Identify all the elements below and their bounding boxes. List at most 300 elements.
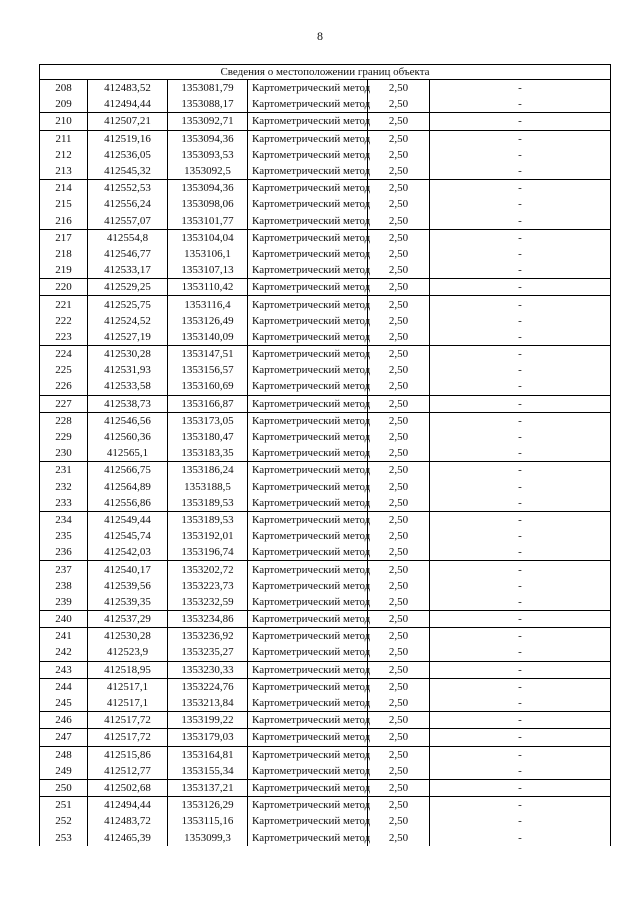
point-number-cell: 241: [40, 628, 88, 645]
y-coordinate-cell: 1353099,3: [168, 829, 248, 845]
table-row: [40, 729, 611, 746]
accuracy-cell: 2,50: [368, 479, 430, 495]
accuracy-cell: 2,50: [368, 678, 430, 695]
accuracy-cell: 2,50: [368, 661, 430, 678]
accuracy-cell: 2,50: [368, 196, 430, 212]
accuracy-cell: 2,50: [368, 395, 430, 412]
x-coordinate-cell: 412529,25: [88, 279, 168, 296]
point-number-cell: 231: [40, 462, 88, 479]
point-number-cell: 219: [40, 262, 88, 279]
point-number-cell: 245: [40, 695, 88, 712]
method-cell: Картометрический метод: [248, 113, 368, 130]
note-cell: -: [430, 229, 611, 246]
note-cell: -: [430, 346, 611, 363]
table-row: [40, 313, 611, 329]
note-cell: -: [430, 797, 611, 814]
y-coordinate-cell: 1353156,57: [168, 362, 248, 378]
x-coordinate-cell: 412546,56: [88, 412, 168, 429]
point-number-cell: 251: [40, 797, 88, 814]
x-coordinate-cell: 412546,77: [88, 246, 168, 262]
note-cell: -: [430, 80, 611, 97]
point-number-cell: 239: [40, 594, 88, 611]
x-coordinate-cell: 412519,16: [88, 130, 168, 147]
y-coordinate-cell: 1353126,29: [168, 797, 248, 814]
accuracy-cell: 2,50: [368, 628, 430, 645]
x-coordinate-cell: 412525,75: [88, 296, 168, 313]
table-row: [40, 429, 611, 445]
table-row: [40, 712, 611, 729]
y-coordinate-cell: 1353183,35: [168, 445, 248, 462]
method-cell: Картометрический метод: [248, 544, 368, 561]
accuracy-cell: 2,50: [368, 180, 430, 197]
method-cell: Картометрический метод: [248, 729, 368, 746]
point-number-cell: 234: [40, 511, 88, 528]
table-title-row: [40, 65, 611, 80]
y-coordinate-cell: 1353186,24: [168, 462, 248, 479]
x-coordinate-cell: 412557,07: [88, 213, 168, 230]
x-coordinate-cell: 412552,53: [88, 180, 168, 197]
note-cell: -: [430, 813, 611, 829]
note-cell: -: [430, 163, 611, 180]
note-cell: -: [430, 544, 611, 561]
accuracy-cell: 2,50: [368, 813, 430, 829]
accuracy-cell: 2,50: [368, 746, 430, 763]
point-number-cell: 240: [40, 611, 88, 628]
accuracy-cell: 2,50: [368, 578, 430, 594]
accuracy-cell: 2,50: [368, 729, 430, 746]
note-cell: -: [430, 329, 611, 346]
boundary-table-container: [39, 64, 610, 846]
method-cell: Картометрический метод: [248, 196, 368, 212]
method-cell: Картометрический метод: [248, 644, 368, 661]
note-cell: -: [430, 196, 611, 212]
point-number-cell: 236: [40, 544, 88, 561]
point-number-cell: 212: [40, 147, 88, 163]
method-cell: Картометрический метод: [248, 213, 368, 230]
table-row: [40, 80, 611, 97]
accuracy-cell: 2,50: [368, 362, 430, 378]
y-coordinate-cell: 1353115,16: [168, 813, 248, 829]
method-cell: Картометрический метод: [248, 695, 368, 712]
method-cell: Картометрический метод: [248, 313, 368, 329]
note-cell: -: [430, 262, 611, 279]
table-row: [40, 362, 611, 378]
note-cell: -: [430, 712, 611, 729]
note-cell: -: [430, 130, 611, 147]
table-row: [40, 246, 611, 262]
table-row: [40, 395, 611, 412]
table-row: [40, 462, 611, 479]
accuracy-cell: 2,50: [368, 229, 430, 246]
x-coordinate-cell: 412531,93: [88, 362, 168, 378]
x-coordinate-cell: 412507,21: [88, 113, 168, 130]
point-number-cell: 253: [40, 829, 88, 845]
accuracy-cell: 2,50: [368, 296, 430, 313]
method-cell: Картометрический метод: [248, 378, 368, 395]
table-row: [40, 495, 611, 512]
accuracy-cell: 2,50: [368, 644, 430, 661]
x-coordinate-cell: 412465,39: [88, 829, 168, 845]
x-coordinate-cell: 412512,77: [88, 763, 168, 780]
x-coordinate-cell: 412537,29: [88, 611, 168, 628]
y-coordinate-cell: 1353155,34: [168, 763, 248, 780]
table-row: [40, 763, 611, 780]
table-row: [40, 829, 611, 845]
x-coordinate-cell: 412556,86: [88, 495, 168, 512]
y-coordinate-cell: 1353126,49: [168, 313, 248, 329]
point-number-cell: 209: [40, 96, 88, 113]
x-coordinate-cell: 412502,68: [88, 779, 168, 796]
accuracy-cell: 2,50: [368, 528, 430, 544]
table-row: [40, 813, 611, 829]
method-cell: Картометрический метод: [248, 763, 368, 780]
x-coordinate-cell: 412542,03: [88, 544, 168, 561]
x-coordinate-cell: 412494,44: [88, 96, 168, 113]
table-row: [40, 594, 611, 611]
accuracy-cell: 2,50: [368, 378, 430, 395]
accuracy-cell: 2,50: [368, 279, 430, 296]
x-coordinate-cell: 412523,9: [88, 644, 168, 661]
table-row: [40, 479, 611, 495]
method-cell: Картометрический метод: [248, 678, 368, 695]
accuracy-cell: 2,50: [368, 462, 430, 479]
y-coordinate-cell: 1353189,53: [168, 511, 248, 528]
method-cell: Картометрический метод: [248, 829, 368, 845]
method-cell: Картометрический метод: [248, 578, 368, 594]
note-cell: -: [430, 96, 611, 113]
x-coordinate-cell: 412524,52: [88, 313, 168, 329]
accuracy-cell: 2,50: [368, 346, 430, 363]
note-cell: -: [430, 528, 611, 544]
x-coordinate-cell: 412515,86: [88, 746, 168, 763]
point-number-cell: 225: [40, 362, 88, 378]
method-cell: Картометрический метод: [248, 362, 368, 378]
note-cell: -: [430, 113, 611, 130]
x-coordinate-cell: 412538,73: [88, 395, 168, 412]
point-number-cell: 210: [40, 113, 88, 130]
method-cell: Картометрический метод: [248, 528, 368, 544]
accuracy-cell: 2,50: [368, 611, 430, 628]
y-coordinate-cell: 1353180,47: [168, 429, 248, 445]
method-cell: Картометрический метод: [248, 779, 368, 796]
accuracy-cell: 2,50: [368, 113, 430, 130]
x-coordinate-cell: 412517,1: [88, 695, 168, 712]
page-number: 8: [317, 29, 323, 43]
method-cell: Картометрический метод: [248, 80, 368, 97]
point-number-cell: 224: [40, 346, 88, 363]
method-cell: Картометрический метод: [248, 495, 368, 512]
y-coordinate-cell: 1353160,69: [168, 378, 248, 395]
x-coordinate-cell: 412540,17: [88, 561, 168, 578]
table-row: [40, 628, 611, 645]
note-cell: -: [430, 180, 611, 197]
accuracy-cell: 2,50: [368, 829, 430, 845]
accuracy-cell: 2,50: [368, 246, 430, 262]
note-cell: -: [430, 462, 611, 479]
note-cell: -: [430, 246, 611, 262]
x-coordinate-cell: 412517,1: [88, 678, 168, 695]
y-coordinate-cell: 1353173,05: [168, 412, 248, 429]
accuracy-cell: 2,50: [368, 511, 430, 528]
y-coordinate-cell: 1353235,27: [168, 644, 248, 661]
table-row: [40, 695, 611, 712]
table-row: [40, 113, 611, 130]
table-row: [40, 611, 611, 628]
table-row: [40, 661, 611, 678]
y-coordinate-cell: 1353230,33: [168, 661, 248, 678]
method-cell: Картометрический метод: [248, 395, 368, 412]
method-cell: Картометрический метод: [248, 246, 368, 262]
table-row: [40, 779, 611, 796]
point-number-cell: 222: [40, 313, 88, 329]
accuracy-cell: 2,50: [368, 313, 430, 329]
accuracy-cell: 2,50: [368, 412, 430, 429]
method-cell: Картометрический метод: [248, 262, 368, 279]
y-coordinate-cell: 1353094,36: [168, 130, 248, 147]
note-cell: -: [430, 412, 611, 429]
point-number-cell: 244: [40, 678, 88, 695]
accuracy-cell: 2,50: [368, 329, 430, 346]
note-cell: -: [430, 378, 611, 395]
table-row: [40, 528, 611, 544]
method-cell: Картометрический метод: [248, 594, 368, 611]
table-title: Сведения о местоположении границ объекта: [40, 65, 611, 80]
y-coordinate-cell: 1353166,87: [168, 395, 248, 412]
table-row: [40, 412, 611, 429]
note-cell: -: [430, 729, 611, 746]
table-row: [40, 511, 611, 528]
table-row: [40, 147, 611, 163]
accuracy-cell: 2,50: [368, 147, 430, 163]
y-coordinate-cell: 1353106,1: [168, 246, 248, 262]
table-row: [40, 346, 611, 363]
method-cell: Картометрический метод: [248, 462, 368, 479]
note-cell: -: [430, 429, 611, 445]
point-number-cell: 221: [40, 296, 88, 313]
point-number-cell: 249: [40, 763, 88, 780]
x-coordinate-cell: 412494,44: [88, 797, 168, 814]
note-cell: -: [430, 279, 611, 296]
accuracy-cell: 2,50: [368, 445, 430, 462]
table-row: [40, 578, 611, 594]
accuracy-cell: 2,50: [368, 561, 430, 578]
table-row: [40, 678, 611, 695]
x-coordinate-cell: 412517,72: [88, 729, 168, 746]
accuracy-cell: 2,50: [368, 495, 430, 512]
x-coordinate-cell: 412483,52: [88, 80, 168, 97]
point-number-cell: 214: [40, 180, 88, 197]
note-cell: -: [430, 628, 611, 645]
point-number-cell: 248: [40, 746, 88, 763]
point-number-cell: 242: [40, 644, 88, 661]
x-coordinate-cell: 412545,32: [88, 163, 168, 180]
note-cell: -: [430, 479, 611, 495]
y-coordinate-cell: 1353110,42: [168, 279, 248, 296]
method-cell: Картометрический метод: [248, 712, 368, 729]
point-number-cell: 233: [40, 495, 88, 512]
y-coordinate-cell: 1353107,13: [168, 262, 248, 279]
y-coordinate-cell: 1353101,77: [168, 213, 248, 230]
x-coordinate-cell: 412527,19: [88, 329, 168, 346]
note-cell: -: [430, 395, 611, 412]
note-cell: -: [430, 763, 611, 780]
method-cell: Картометрический метод: [248, 661, 368, 678]
x-coordinate-cell: 412539,56: [88, 578, 168, 594]
accuracy-cell: 2,50: [368, 763, 430, 780]
point-number-cell: 230: [40, 445, 88, 462]
y-coordinate-cell: 1353092,5: [168, 163, 248, 180]
table-row: [40, 378, 611, 395]
x-coordinate-cell: 412483,72: [88, 813, 168, 829]
table-row: [40, 130, 611, 147]
y-coordinate-cell: 1353189,53: [168, 495, 248, 512]
note-cell: -: [430, 147, 611, 163]
x-coordinate-cell: 412549,44: [88, 511, 168, 528]
accuracy-cell: 2,50: [368, 712, 430, 729]
method-cell: Картометрический метод: [248, 412, 368, 429]
x-coordinate-cell: 412518,95: [88, 661, 168, 678]
method-cell: Картометрический метод: [248, 813, 368, 829]
y-coordinate-cell: 1353093,53: [168, 147, 248, 163]
accuracy-cell: 2,50: [368, 213, 430, 230]
note-cell: -: [430, 779, 611, 796]
accuracy-cell: 2,50: [368, 544, 430, 561]
method-cell: Картометрический метод: [248, 296, 368, 313]
table-row: [40, 180, 611, 197]
y-coordinate-cell: 1353188,5: [168, 479, 248, 495]
note-cell: -: [430, 695, 611, 712]
accuracy-cell: 2,50: [368, 797, 430, 814]
x-coordinate-cell: 412536,05: [88, 147, 168, 163]
note-cell: -: [430, 213, 611, 230]
y-coordinate-cell: 1353202,72: [168, 561, 248, 578]
y-coordinate-cell: 1353164,81: [168, 746, 248, 763]
note-cell: -: [430, 296, 611, 313]
point-number-cell: 237: [40, 561, 88, 578]
table-row: [40, 746, 611, 763]
note-cell: -: [430, 313, 611, 329]
table-body: [40, 80, 611, 846]
note-cell: -: [430, 594, 611, 611]
point-number-cell: 211: [40, 130, 88, 147]
accuracy-cell: 2,50: [368, 429, 430, 445]
y-coordinate-cell: 1353224,76: [168, 678, 248, 695]
table-row: [40, 544, 611, 561]
table-row: [40, 262, 611, 279]
point-number-cell: 229: [40, 429, 88, 445]
accuracy-cell: 2,50: [368, 163, 430, 180]
y-coordinate-cell: 1353234,86: [168, 611, 248, 628]
table-row: [40, 96, 611, 113]
point-number-cell: 227: [40, 395, 88, 412]
y-coordinate-cell: 1353137,21: [168, 779, 248, 796]
method-cell: Картометрический метод: [248, 130, 368, 147]
y-coordinate-cell: 1353147,51: [168, 346, 248, 363]
y-coordinate-cell: 1353192,01: [168, 528, 248, 544]
note-cell: -: [430, 661, 611, 678]
point-number-cell: 247: [40, 729, 88, 746]
point-number-cell: 217: [40, 229, 88, 246]
note-cell: -: [430, 611, 611, 628]
method-cell: Картометрический метод: [248, 329, 368, 346]
x-coordinate-cell: 412554,8: [88, 229, 168, 246]
point-number-cell: 246: [40, 712, 88, 729]
point-number-cell: 208: [40, 80, 88, 97]
note-cell: -: [430, 678, 611, 695]
method-cell: Картометрический метод: [248, 479, 368, 495]
x-coordinate-cell: 412530,28: [88, 346, 168, 363]
y-coordinate-cell: 1353179,03: [168, 729, 248, 746]
y-coordinate-cell: 1353199,22: [168, 712, 248, 729]
y-coordinate-cell: 1353213,84: [168, 695, 248, 712]
method-cell: Картометрический метод: [248, 180, 368, 197]
method-cell: Картометрический метод: [248, 96, 368, 113]
accuracy-cell: 2,50: [368, 695, 430, 712]
method-cell: Картометрический метод: [248, 797, 368, 814]
table-row: [40, 279, 611, 296]
point-number-cell: 232: [40, 479, 88, 495]
method-cell: Картометрический метод: [248, 611, 368, 628]
y-coordinate-cell: 1353104,04: [168, 229, 248, 246]
x-coordinate-cell: 412533,58: [88, 378, 168, 395]
y-coordinate-cell: 1353116,4: [168, 296, 248, 313]
table-row: [40, 445, 611, 462]
note-cell: -: [430, 511, 611, 528]
note-cell: -: [430, 644, 611, 661]
point-number-cell: 243: [40, 661, 88, 678]
note-cell: -: [430, 561, 611, 578]
point-number-cell: 250: [40, 779, 88, 796]
accuracy-cell: 2,50: [368, 96, 430, 113]
accuracy-cell: 2,50: [368, 80, 430, 97]
x-coordinate-cell: 412545,74: [88, 528, 168, 544]
note-cell: -: [430, 445, 611, 462]
x-coordinate-cell: 412566,75: [88, 462, 168, 479]
method-cell: Картометрический метод: [248, 561, 368, 578]
note-cell: -: [430, 829, 611, 845]
note-cell: -: [430, 495, 611, 512]
y-coordinate-cell: 1353140,09: [168, 329, 248, 346]
point-number-cell: 238: [40, 578, 88, 594]
x-coordinate-cell: 412556,24: [88, 196, 168, 212]
method-cell: Картометрический метод: [248, 147, 368, 163]
x-coordinate-cell: 412517,72: [88, 712, 168, 729]
x-coordinate-cell: 412539,35: [88, 594, 168, 611]
note-cell: -: [430, 746, 611, 763]
point-number-cell: 252: [40, 813, 88, 829]
note-cell: -: [430, 362, 611, 378]
accuracy-cell: 2,50: [368, 130, 430, 147]
note-cell: -: [430, 578, 611, 594]
y-coordinate-cell: 1353081,79: [168, 80, 248, 97]
method-cell: Картометрический метод: [248, 511, 368, 528]
method-cell: Картометрический метод: [248, 163, 368, 180]
x-coordinate-cell: 412560,36: [88, 429, 168, 445]
method-cell: Картометрический метод: [248, 628, 368, 645]
point-number-cell: 226: [40, 378, 88, 395]
x-coordinate-cell: 412564,89: [88, 479, 168, 495]
point-number-cell: 218: [40, 246, 88, 262]
table-row: [40, 644, 611, 661]
x-coordinate-cell: 412565,1: [88, 445, 168, 462]
table-row: [40, 561, 611, 578]
point-number-cell: 228: [40, 412, 88, 429]
method-cell: Картометрический метод: [248, 229, 368, 246]
y-coordinate-cell: 1353094,36: [168, 180, 248, 197]
y-coordinate-cell: 1353196,74: [168, 544, 248, 561]
method-cell: Картометрический метод: [248, 346, 368, 363]
point-number-cell: 235: [40, 528, 88, 544]
